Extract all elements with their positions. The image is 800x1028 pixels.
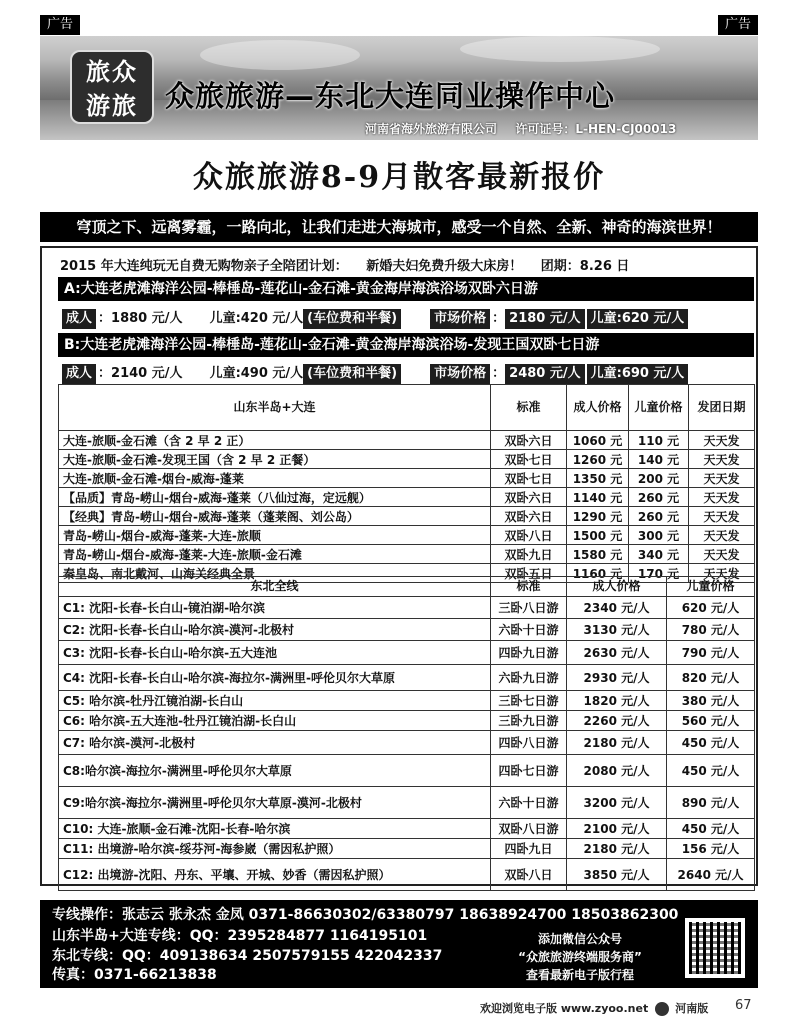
table-row [59,691,755,711]
table-cell: 380 元/人 [667,691,755,711]
table-cell: 大连-旅顺-金石滩-烟台-威海-蓬莱 [59,469,491,488]
market-child-price: 儿童:690 元/人 [587,364,689,384]
plan-text: 2015 年大连纯玩无自费无购物亲子全陪团计划： [60,259,348,274]
table-cell: 156 元/人 [667,839,755,859]
table-cell: 秦皇岛、南北戴河、山海关经典全景 [59,564,491,583]
table-row [59,545,755,564]
table-cell: C3: 沈阳-长春-长白山-哈尔滨-五大连池 [59,641,491,665]
table-cell: 天天发 [689,488,755,507]
page-number: 67 [735,998,752,1013]
table-cell: 四卧八日游 [491,731,567,755]
header-adult: 成人价格 [567,577,667,597]
header-adult: 成人价格 [567,385,629,431]
table-cell: 620 元/人 [667,597,755,619]
table-cell: 四卧七日游 [491,755,567,787]
table-cell: C1: 沈阳-长春-长白山-镜泊湖-哈尔滨 [59,597,491,619]
child-price: 儿童:420 元/人 [209,311,304,326]
table-cell: 2630 元/人 [567,641,667,665]
table-row [59,819,755,839]
header-child: 儿童价格 [629,385,689,431]
northeast-qq: 东北专线：QQ：409138634 2507579155 422042337 [52,948,443,964]
table-cell: 1290 元 [567,507,629,526]
table-cell: 三卧七日游 [491,691,567,711]
table-cell: 1580 元 [567,545,629,564]
table-cell: 1140 元 [567,488,629,507]
table-cell: C4: 沈阳-长春-长白山-哈尔滨-海拉尔-满洲里-呼伦贝尔大草原 [59,665,491,691]
zhonglv-logo [70,50,154,124]
table-cell: 青岛-崂山-烟台-威海-蓬莱-大连-旅顺-金石滩 [59,545,491,564]
table-cell: 1350 元 [567,469,629,488]
table-cell: 2640 元/人 [667,859,755,891]
table-cell: 560 元/人 [667,711,755,731]
table-cell: 3130 元/人 [567,619,667,641]
footer-site-text: 欢迎浏览电子版 www.zyoo.net [480,1002,649,1015]
table-cell: 300 元 [629,526,689,545]
table-header-row [59,577,755,597]
route-b-title: B:大连老虎滩海洋公园-棒棰岛-莲花山-金石滩-黄金海岸海滨浴场-发现王国双卧七日游 [58,333,754,357]
table-cell: 大连-旅顺-金石滩-发现王国（含 2 早 2 正餐） [59,450,491,469]
logo-line-1: 旅众 [86,58,138,86]
header-departure: 发团日期 [689,385,755,431]
header-banner [40,36,758,140]
market-child-price: 儿童:620 元/人 [587,309,689,329]
market-price: 2480 元/人 [505,364,584,384]
table-cell: 双卧七日 [491,450,567,469]
banner-license [365,120,676,137]
wechat-line-1: 添加微信公众号 [537,932,622,946]
table-cell: 780 元/人 [667,619,755,641]
table-cell: 1260 元 [567,450,629,469]
table-row [59,755,755,787]
table-row [59,526,755,545]
table-cell: 200 元 [629,469,689,488]
table-cell: 【品质】青岛-崂山-烟台-威海-蓬莱（八仙过海，定远舰） [59,488,491,507]
table-row [59,839,755,859]
route-a-prices: 成人 ：1880 元/人 儿童:420 元/人 (车位费和半餐) 市场价格 ： 2180 元/人 儿童:620 元/人 [62,307,690,329]
page-footer [480,1000,708,1016]
table-cell: C2: 沈阳-长春-长白山-哈尔滨-漠河-北极村 [59,619,491,641]
wechat-line-2: “众旅旅游终端服务商” [518,950,642,964]
edition-logo-icon [655,1002,669,1016]
adult-price: 2140 元/人 [111,366,183,381]
table-row [59,507,755,526]
table-row [59,488,755,507]
table-header-row [59,385,755,431]
table-cell: C7: 哈尔滨-漠河-北极村 [59,731,491,755]
table-cell: 双卧七日 [491,469,567,488]
table-cell: 260 元 [629,488,689,507]
table-cell: 天天发 [689,545,755,564]
northeast-price-table [58,576,755,891]
plan-bonus: 新婚夫妇免费升级大床房！ [366,259,523,274]
table-cell: 2080 元/人 [567,755,667,787]
ad-tag-left: 广告 [40,15,80,35]
table-cell: 170 元 [629,564,689,583]
table-cell: 340 元 [629,545,689,564]
table-cell: C9:哈尔滨-海拉尔-满洲里-呼伦贝尔大草原-漠河-北极村 [59,787,491,819]
table-cell: 双卧八日游 [491,819,567,839]
adult-label: 成人 [62,309,96,329]
table-cell: 450 元/人 [667,819,755,839]
table-cell: 1160 元 [567,564,629,583]
table-cell: 青岛-崂山-烟台-威海-蓬莱-大连-旅顺 [59,526,491,545]
table-cell: 双卧六日 [491,488,567,507]
child-note: (车位费和半餐) [303,364,401,384]
table-row [59,450,755,469]
table-cell: 3200 元/人 [567,787,667,819]
slogan-bar: 穹顶之下、远离雾霾，一路向北，让我们走进大海城市，感受一个自然、全新、神奇的海滨世界！ [40,212,758,242]
table-cell: 天天发 [689,564,755,583]
adult-price: 1880 元/人 [111,311,183,326]
table-cell: 四卧九日 [491,839,567,859]
table-cell: 450 元/人 [667,731,755,755]
table-cell: C8:哈尔滨-海拉尔-满洲里-呼伦贝尔大草原 [59,755,491,787]
table-row [59,641,755,665]
wechat-line-3: 查看最新电子版行程 [525,968,634,982]
header-route: 山东半岛+大连 [59,385,491,431]
table-cell: 六卧十日游 [491,787,567,819]
table-cell: 四卧九日游 [491,641,567,665]
fax-number: 传真：0371-66213838 [52,967,217,983]
table-row [59,619,755,641]
table-row [59,731,755,755]
wechat-qr-code [685,918,745,978]
page-title: 众旅旅游8-9月散客最新报价 [192,160,606,195]
market-label: 市场价格 [430,364,490,384]
table-cell: 2180 元/人 [567,731,667,755]
plan-date: 团期：8.26 日 [540,259,630,274]
table-row [59,859,755,891]
table-cell: 2340 元/人 [567,597,667,619]
market-label: 市场价格 [430,309,490,329]
table-cell: 双卧八日 [491,859,567,891]
table-cell: C5: 哈尔滨-牡丹江镜泊湖-长白山 [59,691,491,711]
header-child: 儿童价格 [667,577,755,597]
table-cell: 1060 元 [567,431,629,450]
table-cell: 双卧六日 [491,431,567,450]
route-a-title: A:大连老虎滩海洋公园-棒棰岛-莲花山-金石滩-黄金海岸海滨浴场双卧六日游 [58,277,754,301]
table-row [59,597,755,619]
table-cell: 三卧九日游 [491,711,567,731]
table-row [59,665,755,691]
header-route: 东北全线 [59,577,491,597]
shandong-dalian-price-table [58,384,755,583]
table-cell: 【经典】青岛-崂山-烟台-威海-蓬莱（蓬莱阁、刘公岛） [59,507,491,526]
table-cell: 天天发 [689,469,755,488]
shandong-qq: 山东半岛+大连专线：QQ：2395284877 1164195101 [52,928,428,944]
market-price: 2180 元/人 [505,309,584,329]
table-cell: 140 元 [629,450,689,469]
table-cell: 双卧八日 [491,526,567,545]
route-b-prices: 成人 ：2140 元/人 儿童:490 元/人 (车位费和半餐) 市场价格 ： 2480 元/人 儿童:690 元/人 [62,362,690,384]
table-cell: 双卧九日 [491,545,567,564]
table-cell: 六卧十日游 [491,619,567,641]
child-note: (车位费和半餐) [303,309,401,329]
table-cell: 天天发 [689,450,755,469]
table-cell: 双卧六日 [491,507,567,526]
table-cell: 2100 元/人 [567,819,667,839]
table-cell: 天天发 [689,431,755,450]
table-cell: 260 元 [629,507,689,526]
operations-contact: 专线操作：张志云 张永杰 金凤 0371-86630302/63380797 18638924700 18503862300 [52,907,679,923]
footer-edition: 河南版 [675,1002,709,1015]
header-standard: 标准 [491,385,567,431]
table-row [59,787,755,819]
table-cell: 820 元/人 [667,665,755,691]
logo-line-2: 游旅 [86,92,138,120]
table-cell: C10: 大连-旅顺-金石滩-沈阳-长春-哈尔滨 [59,819,491,839]
table-cell: 890 元/人 [667,787,755,819]
table-row [59,711,755,731]
child-price: 儿童:490 元/人 [209,366,304,381]
table-cell: 3850 元/人 [567,859,667,891]
table-cell: 2260 元/人 [567,711,667,731]
banner-title: 众旅旅游—东北大连同业操作中心 [165,79,616,113]
company-name: 河南省海外旅游有限公司 [365,122,498,136]
ad-tag-right: 广告 [718,15,758,35]
table-cell: 2180 元/人 [567,839,667,859]
table-cell: 790 元/人 [667,641,755,665]
table-cell: 天天发 [689,526,755,545]
table-cell: 2930 元/人 [567,665,667,691]
table-cell: 450 元/人 [667,755,755,787]
table-cell: C6: 哈尔滨-五大连池-牡丹江镜泊湖-长白山 [59,711,491,731]
contact-footer [40,900,758,988]
table-cell: 三卧八日游 [491,597,567,619]
table-cell: 双卧五日 [491,564,567,583]
table-cell: 110 元 [629,431,689,450]
plan-line [60,255,750,274]
license-number: 许可证号：L-HEN-CJ00013 [515,122,677,136]
table-cell: 大连-旅顺-金石滩（含 2 早 2 正） [59,431,491,450]
table-cell: 1500 元 [567,526,629,545]
adult-label: 成人 [62,364,96,384]
table-cell: 1820 元/人 [567,691,667,711]
table-row [59,469,755,488]
table-cell: C12: 出境游-沈阳、丹东、平壤、开城、妙香（需因私护照） [59,859,491,891]
table-cell: 天天发 [689,507,755,526]
table-cell: 六卧九日游 [491,665,567,691]
header-standard: 标准 [491,577,567,597]
table-cell: C11: 出境游-哈尔滨-绥芬河-海参崴（需因私护照） [59,839,491,859]
table-row [59,431,755,450]
